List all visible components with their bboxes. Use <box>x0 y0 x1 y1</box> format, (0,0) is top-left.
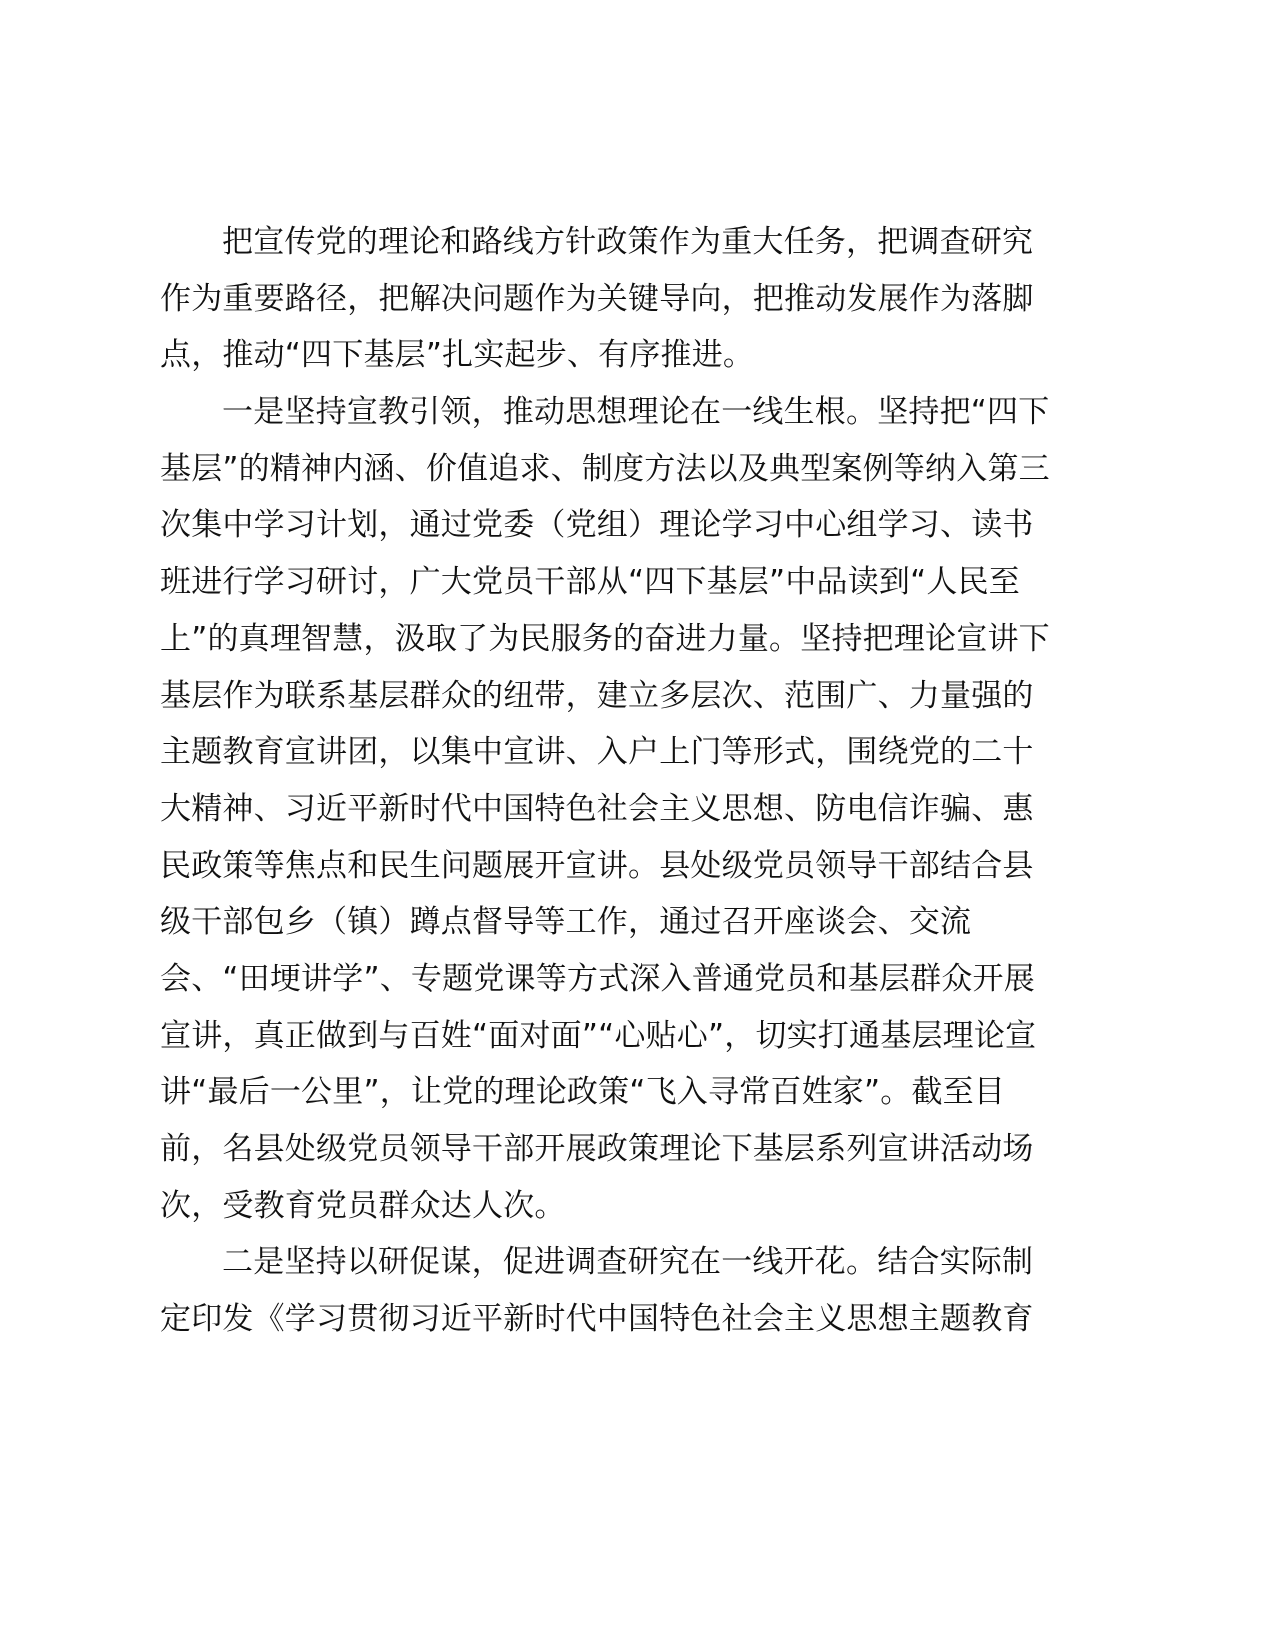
paragraph-line: 级干部包乡（镇）蹲点督导等工作，通过召开座谈会、交流 <box>160 904 972 941</box>
paragraph-line: 点，推动“四下基层”扎实起步、有序推进。 <box>160 337 755 374</box>
paragraph-line: 基层作为联系基层群众的纽带，建立多层次、范围广、力量强的 <box>160 677 1034 714</box>
paragraph-line: 上”的真理智慧，汲取了为民服务的奋进力量。坚持把理论宣讲下 <box>160 620 1050 657</box>
paragraph-line: 基层”的精神内涵、价值追求、制度方法以及典型案例等纳入第三 <box>160 450 1050 487</box>
paragraph-line: 民政策等焦点和民生问题展开宣讲。县处级党员领导干部结合县 <box>160 847 1034 884</box>
paragraph-line: 次集中学习计划，通过党委（党组）理论学习中心组学习、读书 <box>160 507 1034 544</box>
paragraph-line: 前，名县处级党员领导干部开展政策理论下基层系列宣讲活动场 <box>160 1131 1034 1167</box>
paragraph-line: 二是坚持以研促谋，促进调查研究在一线开花。结合实际制 <box>222 1244 1034 1281</box>
paragraph-line: 主题教育宣讲团，以集中宣讲、入户上门等形式，围绕党的二十 <box>160 734 1034 771</box>
paragraph-line: 作为重要路径，把解决问题作为关键导向，把推动发展作为落脚 <box>160 280 1034 317</box>
paragraph-line: 班进行学习研讨，广大党员干部从“四下基层”中品读到“人民至 <box>160 564 1020 601</box>
paragraph-line: 大精神、习近平新时代中国特色社会主义思想、防电信诈骗、惠 <box>160 790 1034 827</box>
paragraph-line: 定印发《学习贯彻习近平新时代中国特色社会主义思想主题教育 <box>160 1301 1034 1338</box>
paragraph-line: 会、“田埂讲学”、专题党课等方式深入普通党员和基层群众开展 <box>160 960 1035 997</box>
paragraph-line: 宣讲，真正做到与百姓“面对面”“心贴心”，切实打通基层理论宣 <box>160 1017 1037 1054</box>
body-text <box>160 226 1080 1360</box>
paragraph-line: 讲“最后一公里”，让党的理论政策“飞入寻常百姓家”。截至目 <box>160 1074 1006 1111</box>
paragraph-line: 次，受教育党员群众达人次。 <box>160 1187 566 1224</box>
paragraph-line: 把宣传党的理论和路线方针政策作为重大任务，把调查研究 <box>222 224 1034 260</box>
paragraph-line: 一是坚持宣教引领，推动思想理论在一线生根。坚持把“四下 <box>222 394 1050 431</box>
